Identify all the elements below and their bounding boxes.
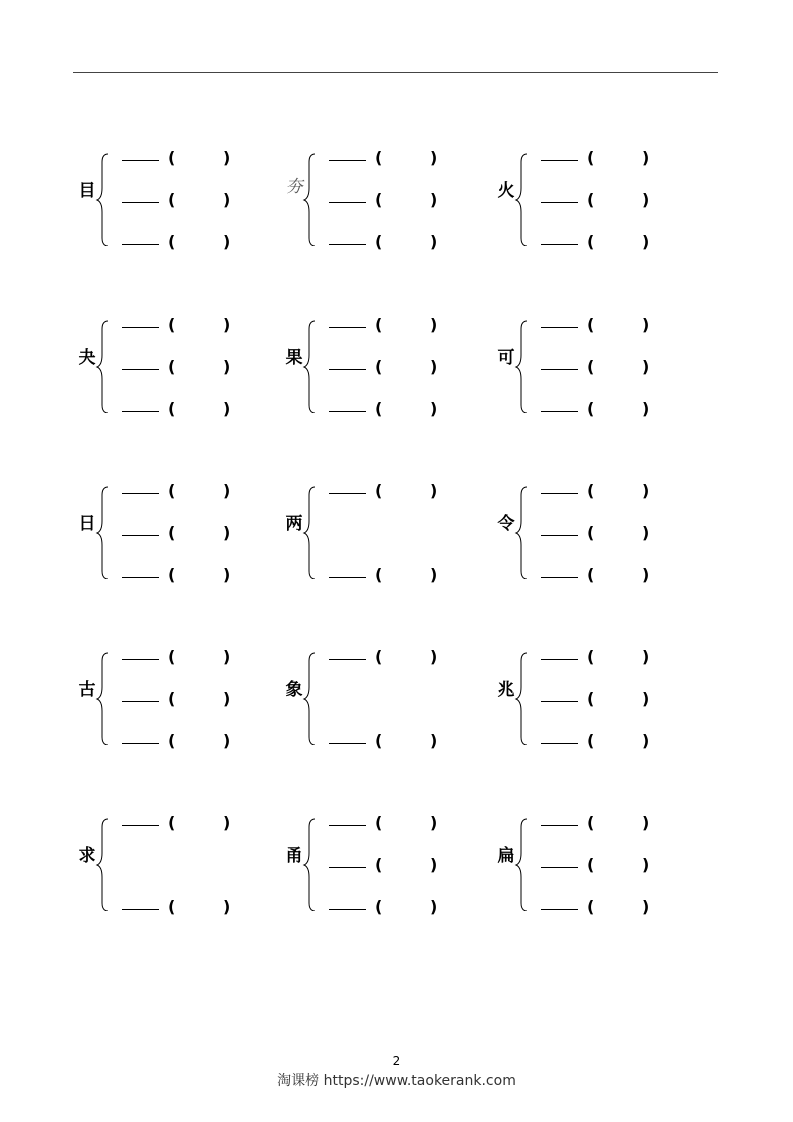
open-paren: ( [168,148,176,167]
answer-line [495,523,695,545]
close-paren: ) [223,897,231,916]
close-paren: ) [642,855,650,874]
word-blank[interactable] [329,909,366,910]
character-group [283,313,483,418]
open-paren: ( [168,315,176,334]
open-paren: ( [587,897,595,916]
open-paren: ( [587,315,595,334]
close-paren: ) [430,232,438,251]
page-number: 2 [392,1054,401,1068]
open-paren: ( [168,481,176,500]
base-character: 甬 [285,846,303,866]
word-blank[interactable] [329,411,366,412]
word-blank[interactable] [122,701,159,702]
close-paren: ) [642,399,650,418]
open-paren: ( [375,481,383,500]
word-blank[interactable] [541,825,578,826]
answer-line [76,731,276,753]
open-paren: ( [168,232,176,251]
close-paren: ) [223,813,231,832]
open-paren: ( [587,481,595,500]
open-paren: ( [375,647,383,666]
close-paren: ) [642,647,650,666]
close-paren: ) [430,813,438,832]
answer-line [495,731,695,753]
close-paren: ) [430,399,438,418]
base-character: 目 [78,181,96,201]
character-group [76,146,276,251]
open-paren: ( [168,813,176,832]
open-paren: ( [168,897,176,916]
character-group [495,479,695,584]
close-paren: ) [430,481,438,500]
close-paren: ) [430,190,438,209]
close-paren: ) [223,399,231,418]
word-blank[interactable] [329,369,366,370]
open-paren: ( [587,855,595,874]
answer-line [283,148,483,170]
close-paren: ) [430,148,438,167]
word-blank[interactable] [541,369,578,370]
character-group [283,146,483,251]
close-paren: ) [223,148,231,167]
header-rule [73,72,718,73]
character-group [495,811,695,916]
word-blank[interactable] [122,160,159,161]
character-group [283,479,483,584]
word-blank[interactable] [329,743,366,744]
character-group [76,645,276,750]
close-paren: ) [642,357,650,376]
open-paren: ( [375,855,383,874]
answer-line [283,315,483,337]
close-paren: ) [642,190,650,209]
answer-line [495,481,695,503]
close-paren: ) [223,357,231,376]
close-paren: ) [223,689,231,708]
answer-line [283,731,483,753]
answer-line [495,565,695,587]
close-paren: ) [642,689,650,708]
word-blank[interactable] [541,659,578,660]
open-paren: ( [168,357,176,376]
open-paren: ( [587,565,595,584]
base-character: 兆 [497,680,515,700]
answer-line [76,813,276,835]
answer-line [76,523,276,545]
open-paren: ( [375,399,383,418]
word-blank[interactable] [541,160,578,161]
base-character: 果 [285,348,303,368]
word-blank[interactable] [541,743,578,744]
close-paren: ) [642,148,650,167]
word-blank[interactable] [541,577,578,578]
answer-line [283,399,483,421]
word-blank[interactable] [541,493,578,494]
character-group [76,479,276,584]
open-paren: ( [587,689,595,708]
base-character: 日 [78,514,96,534]
close-paren: ) [642,813,650,832]
open-paren: ( [587,232,595,251]
word-blank[interactable] [122,535,159,536]
base-character: 古 [78,680,96,700]
close-paren: ) [223,731,231,750]
open-paren: ( [168,565,176,584]
base-character: 可 [497,348,515,368]
base-character: 令 [497,514,515,534]
answer-line [76,190,276,212]
base-character: 夯 [285,177,303,197]
answer-line [495,232,695,254]
answer-line [76,897,276,919]
character-group [495,146,695,251]
open-paren: ( [375,731,383,750]
close-paren: ) [642,897,650,916]
word-blank[interactable] [541,244,578,245]
open-paren: ( [375,813,383,832]
character-group [283,645,483,750]
answer-line [495,855,695,877]
open-paren: ( [168,399,176,418]
open-paren: ( [587,647,595,666]
open-paren: ( [587,523,595,542]
open-paren: ( [168,523,176,542]
close-paren: ) [430,855,438,874]
word-blank[interactable] [329,327,366,328]
word-blank[interactable] [329,577,366,578]
answer-line [76,357,276,379]
word-blank[interactable] [541,909,578,910]
answer-line [76,647,276,669]
answer-line [76,399,276,421]
answer-line [283,813,483,835]
word-blank[interactable] [329,659,366,660]
word-blank[interactable] [122,825,159,826]
word-blank[interactable] [122,909,159,910]
close-paren: ) [430,565,438,584]
open-paren: ( [168,689,176,708]
word-blank[interactable] [122,411,159,412]
answer-line [495,689,695,711]
open-paren: ( [375,897,383,916]
close-paren: ) [223,647,231,666]
close-paren: ) [430,897,438,916]
word-blank[interactable] [329,244,366,245]
close-paren: ) [223,190,231,209]
word-blank[interactable] [122,493,159,494]
character-group [76,313,276,418]
answer-line [495,357,695,379]
character-group [495,645,695,750]
open-paren: ( [375,565,383,584]
word-blank[interactable] [329,493,366,494]
answer-line [283,190,483,212]
close-paren: ) [642,481,650,500]
answer-line [495,897,695,919]
answer-line [495,148,695,170]
word-blank[interactable] [329,202,366,203]
character-group [495,313,695,418]
word-blank[interactable] [122,244,159,245]
open-paren: ( [587,190,595,209]
close-paren: ) [223,315,231,334]
close-paren: ) [430,731,438,750]
character-group [76,811,276,916]
base-character: 扁 [497,846,515,866]
close-paren: ) [642,731,650,750]
answer-line [76,148,276,170]
open-paren: ( [587,357,595,376]
open-paren: ( [587,148,595,167]
answer-line [495,399,695,421]
close-paren: ) [223,523,231,542]
answer-line [76,565,276,587]
word-blank[interactable] [541,701,578,702]
footer-site: 淘课榜 https://www.taokerank.com [277,1073,516,1089]
answer-line [283,481,483,503]
answer-line [283,647,483,669]
word-blank[interactable] [329,867,366,868]
open-paren: ( [168,731,176,750]
close-paren: ) [642,232,650,251]
base-character: 火 [497,181,515,201]
base-character: 两 [285,514,303,534]
close-paren: ) [430,357,438,376]
word-blank[interactable] [122,202,159,203]
close-paren: ) [223,232,231,251]
word-blank[interactable] [122,659,159,660]
answer-line [283,357,483,379]
answer-line [76,315,276,337]
open-paren: ( [168,647,176,666]
word-blank[interactable] [541,535,578,536]
close-paren: ) [642,315,650,334]
answer-line [495,190,695,212]
character-group [283,811,483,916]
close-paren: ) [642,565,650,584]
open-paren: ( [375,148,383,167]
open-paren: ( [375,315,383,334]
answer-line [283,855,483,877]
base-character: 夬 [78,348,96,368]
word-blank[interactable] [541,867,578,868]
close-paren: ) [430,315,438,334]
answer-line [495,315,695,337]
word-blank[interactable] [541,327,578,328]
close-paren: ) [223,565,231,584]
word-blank[interactable] [541,202,578,203]
open-paren: ( [587,731,595,750]
open-paren: ( [587,399,595,418]
word-blank[interactable] [122,369,159,370]
open-paren: ( [375,190,383,209]
answer-line [495,647,695,669]
base-character: 求 [78,846,96,866]
close-paren: ) [223,481,231,500]
answer-line [283,897,483,919]
open-paren: ( [587,813,595,832]
answer-line [283,232,483,254]
close-paren: ) [642,523,650,542]
word-blank[interactable] [541,411,578,412]
answer-line [76,689,276,711]
word-blank[interactable] [122,577,159,578]
open-paren: ( [168,190,176,209]
base-character: 象 [285,680,303,700]
word-blank[interactable] [329,160,366,161]
word-blank[interactable] [329,825,366,826]
answer-line [495,813,695,835]
answer-line [283,565,483,587]
open-paren: ( [375,232,383,251]
answer-line [76,232,276,254]
close-paren: ) [430,647,438,666]
answer-line [76,481,276,503]
word-blank[interactable] [122,327,159,328]
word-blank[interactable] [122,743,159,744]
open-paren: ( [375,357,383,376]
